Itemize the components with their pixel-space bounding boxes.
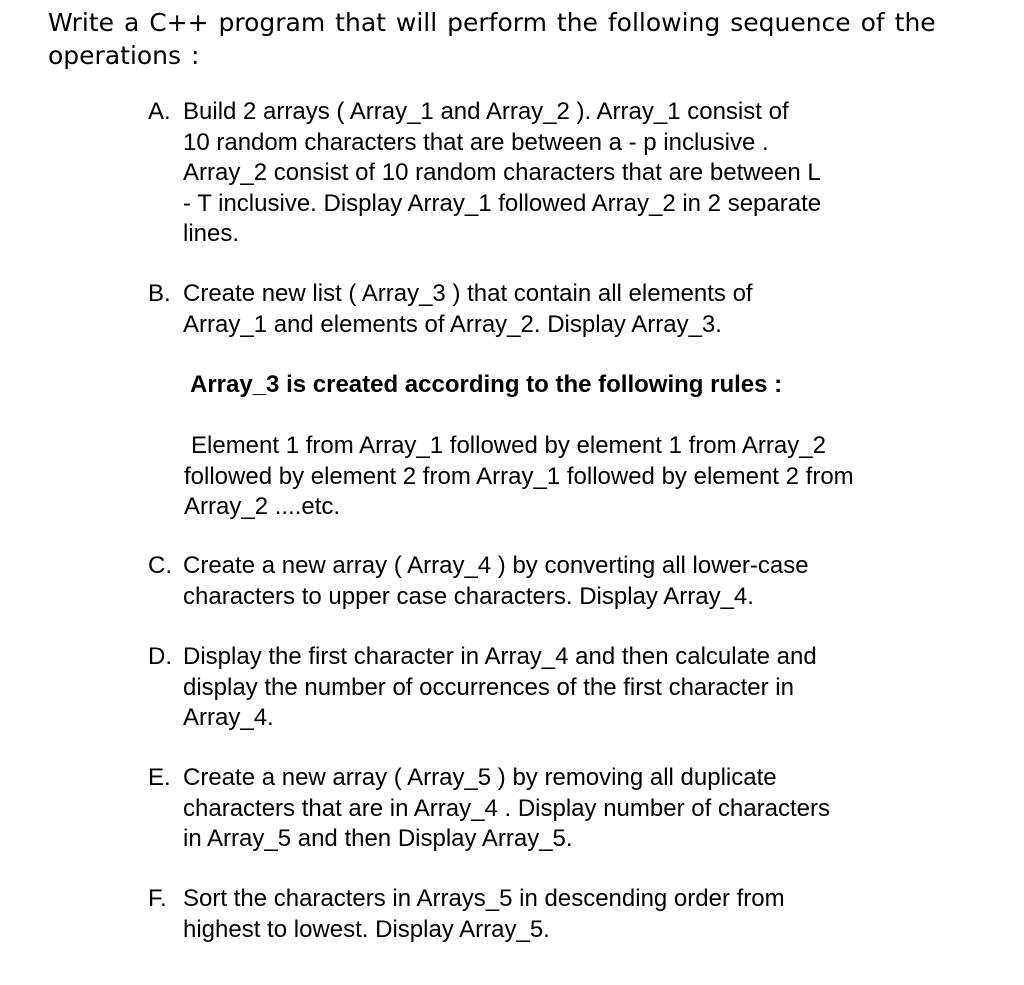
item-text-line: highest to lowest. Display Array_5.	[183, 915, 550, 943]
item-text-line: Build 2 arrays ( Array_1 and Array_2 ). Array_1 consist of	[183, 98, 789, 125]
list-marker: E.	[148, 764, 171, 791]
intro-line: operations :	[48, 41, 200, 70]
list-item-d	[148, 642, 983, 734]
example-line: Array_2 ....etc.	[184, 493, 341, 520]
item-text-line: Create a new array ( Array_5 ) by removing all duplicate	[183, 764, 777, 791]
list-marker: A.	[148, 98, 171, 125]
list-marker: B.	[148, 280, 171, 307]
list-marker: F.	[148, 885, 167, 912]
item-text-line: Display the first character in Array_4 and then calculate and	[183, 643, 817, 670]
item-text-line: Sort the characters in Arrays_5 in descending order from	[183, 885, 785, 912]
list-item-b	[148, 279, 983, 340]
rules-example	[184, 431, 984, 523]
item-text-line: 10 random characters that are between a - p inclusive .	[183, 128, 769, 156]
list-item-e	[148, 763, 983, 855]
intro-line: Write a C++ program that will perform the following sequence of the	[48, 8, 936, 37]
list-marker: D.	[148, 643, 172, 670]
item-text-line: lines.	[183, 220, 240, 247]
list-item-a	[148, 97, 983, 250]
item-text-line: Create a new array ( Array_4 ) by converting all lower-case	[183, 552, 809, 579]
item-text-line: characters that are in Array_4 . Display number of characters	[183, 794, 830, 822]
list-item-c	[148, 551, 983, 612]
item-text-line: - T inclusive. Display Array_1 followed Array_2 in 2 separate	[183, 189, 822, 217]
rules-title-text: Array_3 is created according to the following rules :	[190, 371, 783, 398]
list-item-f	[148, 884, 983, 945]
list-marker: C.	[148, 552, 172, 579]
rules-heading	[190, 370, 990, 401]
item-text-line: Create new list ( Array_3 ) that contain all elements of	[183, 280, 753, 307]
example-line: followed by element 2 from Array_1 followed by element 2 from	[184, 462, 854, 490]
item-text-line: Array_2 consist of 10 random characters that are between L	[183, 159, 821, 186]
item-text-line: Array_1 and elements of Array_2. Display Array_3.	[183, 310, 722, 338]
item-text-line: Array_4.	[183, 704, 274, 731]
intro-paragraph	[48, 6, 948, 72]
example-line: Element 1 from Array_1 followed by element 1 from Array_2	[191, 432, 826, 459]
item-text-line: in Array_5 and then Display Array_5.	[183, 825, 573, 852]
item-text-line: display the number of occurrences of the first character in	[183, 673, 794, 701]
item-text-line: characters to upper case characters. Display Array_4.	[183, 582, 754, 610]
